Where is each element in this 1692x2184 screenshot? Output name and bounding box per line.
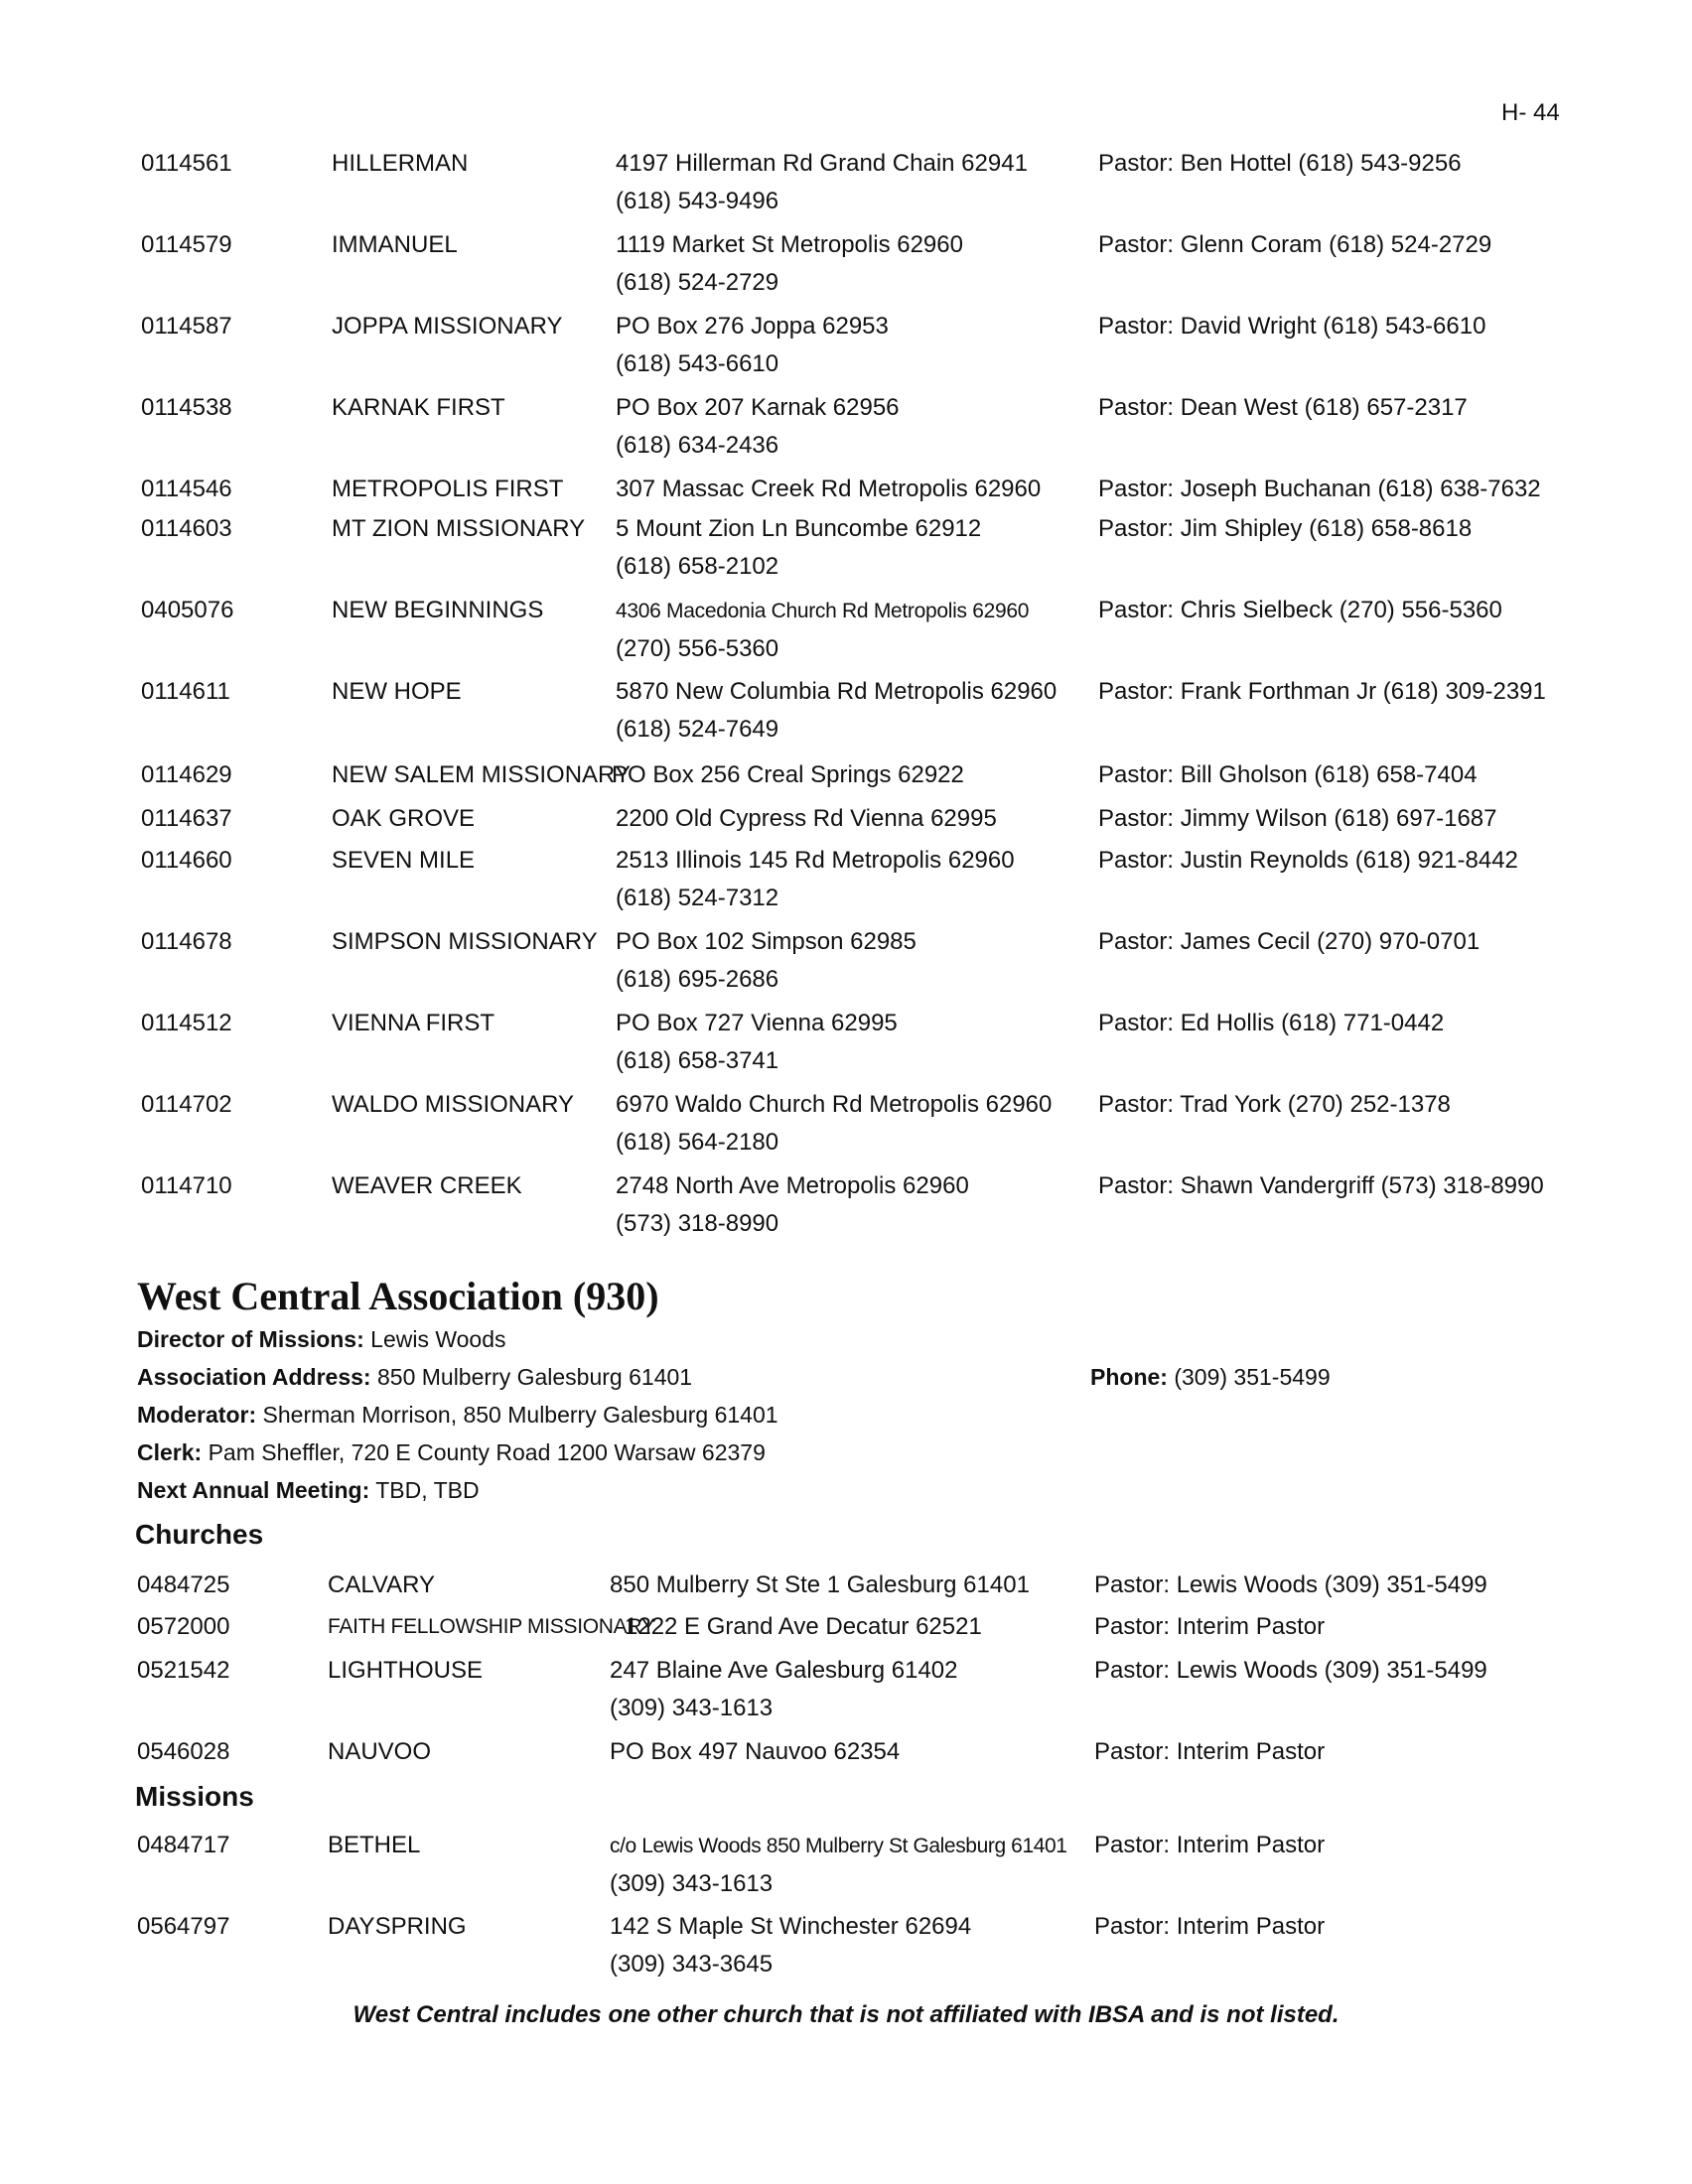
church-id: 0546028 [137, 1738, 230, 1765]
association-phone-line: Phone: (309) 351-5499 [1090, 1364, 1331, 1390]
church-name: CALVARY [328, 1571, 436, 1598]
church-name: NEW SALEM MISSIONARY [332, 761, 631, 788]
mission-phone: (309) 343-1613 [610, 1870, 774, 1897]
church-address: 4197 Hillerman Rd Grand Chain 62941 (618) 543-9496 [616, 145, 1028, 220]
church-pastor: Pastor: Lewis Woods (309) 351-5499 [1094, 1571, 1487, 1598]
church-name: NEW BEGINNINGS [332, 597, 544, 623]
church-phone: (618) 524-2729 [616, 269, 779, 296]
church-name: LIGHTHOUSE [328, 1657, 484, 1684]
church-id: 0114629 [141, 761, 232, 788]
mission-name: DAYSPRING [328, 1913, 467, 1940]
church-address: PO Box 727 Vienna 62995 (618) 658-3741 [616, 1005, 898, 1080]
church-name: HILLERMAN [332, 150, 469, 177]
annual-meeting-line: Next Annual Meeting: TBD, TBD [137, 1477, 480, 1503]
church-phone: (618) 695-2686 [616, 966, 779, 993]
association-title: West Central Association (930) [137, 1274, 659, 1318]
church-name: OAK GROVE [332, 805, 476, 832]
mission-name: BETHEL [328, 1832, 421, 1858]
mission-address: 142 S Maple St Winchester 62694 (309) 343-3645 [610, 1908, 971, 1983]
church-address: PO Box 207 Karnak 62956 (618) 634-2436 [616, 389, 900, 465]
church-name: MT ZION MISSIONARY [332, 515, 586, 542]
church-address: 2513 Illinois 145 Rd Metropolis 62960 (618) 524-7312 [616, 842, 1015, 917]
church-pastor: Pastor: Frank Forthman Jr (618) 309-2391 [1098, 678, 1546, 705]
church-id: 0114710 [141, 1172, 232, 1199]
mission-id: 0484717 [137, 1832, 230, 1858]
church-id: 0405076 [141, 597, 234, 623]
church-phone: (618) 543-6610 [616, 350, 779, 377]
church-name: VIENNA FIRST [332, 1010, 495, 1036]
page-number: H- 44 [1501, 99, 1560, 126]
church-name: WALDO MISSIONARY [332, 1091, 575, 1118]
church-id: 0114678 [141, 928, 232, 955]
church-pastor: Pastor: Ben Hottel (618) 543-9256 [1098, 150, 1462, 177]
church-id: 0114579 [141, 231, 232, 258]
church-pastor: Pastor: Ed Hollis (618) 771-0442 [1098, 1010, 1445, 1036]
church-phone: (618) 543-9496 [616, 188, 779, 214]
church-address: PO Box 276 Joppa 62953 (618) 543-6610 [616, 308, 889, 383]
church-name: SEVEN MILE [332, 847, 476, 874]
church-id: 0114637 [141, 805, 232, 832]
mission-address: c/o Lewis Woods 850 Mulberry St Galesburg 61401 (309) 343-1613 [610, 1827, 1067, 1903]
church-address: PO Box 102 Simpson 62985 (618) 695-2686 [616, 923, 916, 999]
church-phone: (618) 634-2436 [616, 432, 779, 459]
church-id: 0114587 [141, 313, 232, 340]
church-address: 1119 Market St Metropolis 62960 (618) 524-2729 [616, 226, 963, 302]
church-pastor: Pastor: Joseph Buchanan (618) 638-7632 [1098, 476, 1541, 502]
church-address: 4306 Macedonia Church Rd Metropolis 62960 (270) 556-5360 [616, 592, 1029, 668]
church-name: KARNAK FIRST [332, 394, 505, 421]
missions-heading: Missions [135, 1781, 254, 1812]
church-pastor: Pastor: Jim Shipley (618) 658-8618 [1098, 515, 1473, 542]
church-phone: (618) 524-7312 [616, 885, 779, 911]
church-name: NEW HOPE [332, 678, 462, 705]
clerk-line: Clerk: Pam Sheffler, 720 E County Road 1200 Warsaw 62379 [137, 1439, 766, 1465]
church-address: 2748 North Ave Metropolis 62960 (573) 318-8990 [616, 1167, 969, 1243]
mission-id: 0564797 [137, 1913, 230, 1940]
church-pastor: Pastor: Interim Pastor [1094, 1613, 1326, 1640]
church-pastor: Pastor: David Wright (618) 543-6610 [1098, 313, 1486, 340]
churches-heading: Churches [135, 1519, 264, 1550]
church-phone: (618) 658-2102 [616, 553, 779, 580]
church-address: 6970 Waldo Church Rd Metropolis 62960 (618) 564-2180 [616, 1086, 1052, 1161]
director-line: Director of Missions: Lewis Woods [137, 1326, 506, 1352]
church-pastor: Pastor: James Cecil (270) 970-0701 [1098, 928, 1480, 955]
church-id: 0114603 [141, 515, 232, 542]
church-address: 1222 E Grand Ave Decatur 62521 [625, 1613, 982, 1640]
church-pastor: Pastor: Justin Reynolds (618) 921-8442 [1098, 847, 1518, 874]
church-phone: (618) 564-2180 [616, 1129, 779, 1156]
church-address: 247 Blaine Ave Galesburg 61402 (309) 343-1613 [610, 1652, 958, 1727]
church-address: PO Box 497 Nauvoo 62354 [610, 1738, 901, 1765]
church-name: JOPPA MISSIONARY [332, 313, 563, 340]
church-address: PO Box 256 Creal Springs 62922 [612, 761, 964, 788]
footnote: West Central includes one other church that is not affiliated with IBSA and is not listed. [352, 2001, 1340, 2028]
church-id: 0572000 [137, 1613, 230, 1640]
moderator-line: Moderator: Sherman Morrison, 850 Mulberry Galesburg 61401 [137, 1402, 778, 1428]
church-pastor: Pastor: Chris Sielbeck (270) 556-5360 [1098, 597, 1502, 623]
church-phone: (618) 658-3741 [616, 1047, 779, 1074]
church-address: 307 Massac Creek Rd Metropolis 62960 [616, 476, 1042, 502]
church-pastor: Pastor: Shawn Vandergriff (573) 318-8990 [1098, 1172, 1544, 1199]
church-name: NAUVOO [328, 1738, 432, 1765]
church-id: 0114660 [141, 847, 232, 874]
church-id: 0114546 [141, 476, 232, 502]
church-pastor: Pastor: Bill Gholson (618) 658-7404 [1098, 761, 1478, 788]
church-pastor: Pastor: Interim Pastor [1094, 1738, 1326, 1765]
church-id: 0114702 [141, 1091, 232, 1118]
church-id: 0114538 [141, 394, 232, 421]
church-phone: (309) 343-1613 [610, 1695, 774, 1721]
church-id: 0521542 [137, 1657, 230, 1684]
church-pastor: Pastor: Jimmy Wilson (618) 697-1687 [1098, 805, 1497, 832]
mission-phone: (309) 343-3645 [610, 1951, 774, 1978]
church-name: SIMPSON MISSIONARY [332, 928, 598, 955]
church-pastor: Pastor: Glenn Coram (618) 524-2729 [1098, 231, 1492, 258]
church-phone: (618) 524-7649 [616, 716, 779, 743]
church-id: 0484725 [137, 1571, 230, 1598]
church-id: 0114611 [141, 678, 230, 705]
mission-pastor: Pastor: Interim Pastor [1094, 1913, 1326, 1940]
church-phone: (573) 318-8990 [616, 1210, 779, 1237]
church-name: WEAVER CREEK [332, 1172, 522, 1199]
church-pastor: Pastor: Trad York (270) 252-1378 [1098, 1091, 1451, 1118]
church-name: METROPOLIS FIRST [332, 476, 564, 502]
mission-pastor: Pastor: Interim Pastor [1094, 1832, 1326, 1858]
church-address: 5870 New Columbia Rd Metropolis 62960 (618) 524-7649 [616, 673, 1057, 749]
association-address-line: Association Address: 850 Mulberry Galesburg 61401 [137, 1364, 693, 1390]
church-id: 0114512 [141, 1010, 232, 1036]
church-name: IMMANUEL [332, 231, 458, 258]
church-id: 0114561 [141, 150, 232, 177]
church-address: 2200 Old Cypress Rd Vienna 62995 [616, 805, 997, 832]
church-pastor: Pastor: Lewis Woods (309) 351-5499 [1094, 1657, 1487, 1684]
church-name: FAITH FELLOWSHIP MISSIONARY [328, 1615, 655, 1638]
church-phone: (270) 556-5360 [616, 635, 779, 662]
church-address: 850 Mulberry St Ste 1 Galesburg 61401 [610, 1571, 1030, 1598]
church-address: 5 Mount Zion Ln Buncombe 62912 (618) 658-2102 [616, 510, 981, 586]
church-pastor: Pastor: Dean West (618) 657-2317 [1098, 394, 1468, 421]
